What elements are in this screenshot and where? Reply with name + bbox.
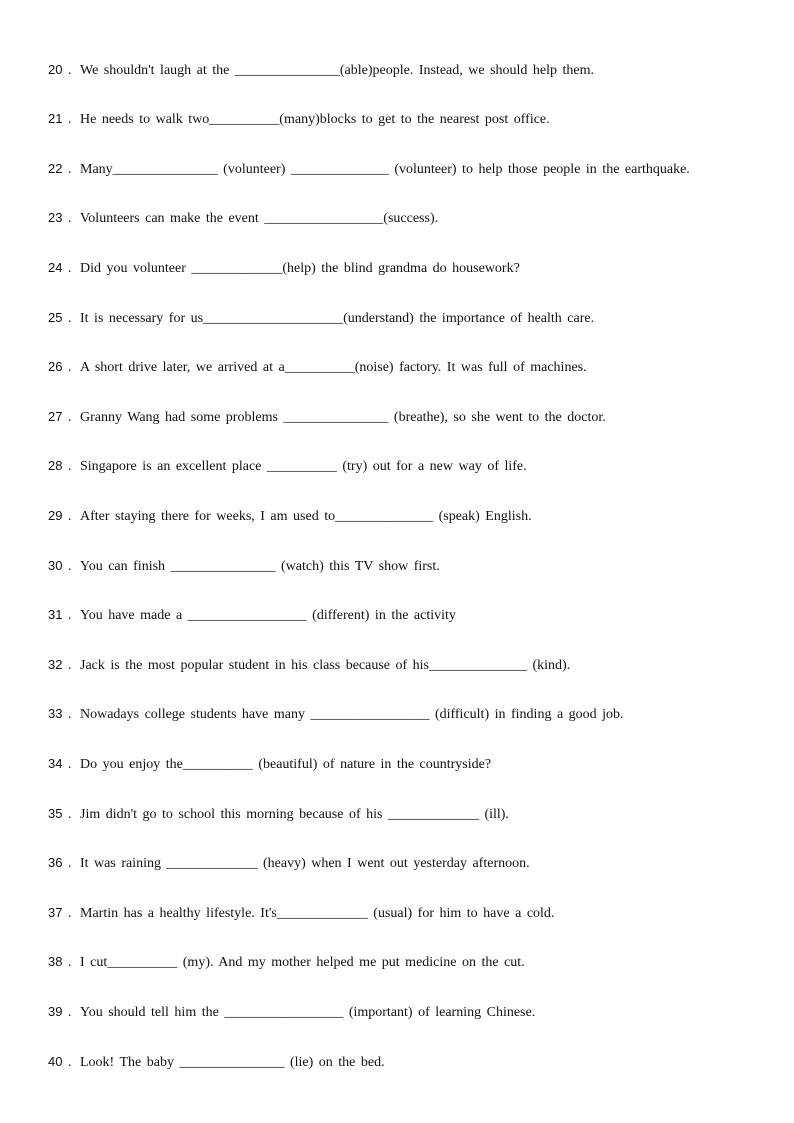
question-text: A short drive later, we arrived at a__________(noise) factory. It was full of machines. bbox=[80, 360, 587, 375]
question-number: 20 bbox=[48, 62, 63, 77]
question-text: Singapore is an excellent place __________ (try) out for a new way of life. bbox=[80, 459, 527, 474]
question-number: 37 bbox=[48, 905, 63, 920]
question-20: 20 . We shouldn't laugh at the _______________(able)people. Instead, we should help them. bbox=[48, 59, 774, 81]
question-28: 28 . Singapore is an excellent place __________ (try) out for a new way of life. bbox=[48, 455, 774, 477]
question-number: 25 bbox=[48, 310, 63, 325]
question-37: 37 . Martin has a healthy lifestyle. It's_____________ (usual) for him to have a cold. bbox=[48, 902, 774, 924]
question-number: 40 bbox=[48, 1054, 63, 1069]
question-24: 24 . Did you volunteer _____________(help) the blind grandma do housework? bbox=[48, 257, 774, 279]
question-text: You can finish _______________ (watch) this TV show first. bbox=[80, 559, 440, 574]
question-25: 25 . It is necessary for us____________________(understand) the importance of health care. bbox=[48, 307, 774, 329]
question-number: 38 bbox=[48, 954, 63, 969]
question-26: 26 . A short drive later, we arrived at a__________(noise) factory. It was full of machines. bbox=[48, 356, 774, 378]
question-32: 32 . Jack is the most popular student in his class because of his______________ (kind). bbox=[48, 654, 774, 676]
question-number: 36 bbox=[48, 855, 63, 870]
question-number: 29 bbox=[48, 508, 63, 523]
question-31: 31 . You have made a _________________ (different) in the activity bbox=[48, 604, 774, 626]
question-21: 21 . He needs to walk two__________(many)blocks to get to the nearest post office. bbox=[48, 108, 774, 130]
question-text: Jack is the most popular student in his class because of his______________ (kind). bbox=[80, 658, 571, 673]
question-number: 35 bbox=[48, 806, 63, 821]
question-text: He needs to walk two__________(many)blocks to get to the nearest post office. bbox=[80, 112, 550, 127]
question-number: 28 bbox=[48, 458, 63, 473]
question-23: 23 . Volunteers can make the event _________________(success). bbox=[48, 207, 774, 229]
question-40: 40 . Look! The baby _______________ (lie) on the bed. bbox=[48, 1051, 774, 1073]
question-27: 27 . Granny Wang had some problems _______________ (breathe), so she went to the doctor. bbox=[48, 406, 774, 428]
question-text: You should tell him the _________________ (important) of learning Chinese. bbox=[80, 1005, 536, 1020]
question-text: You have made a _________________ (different) in the activity bbox=[80, 608, 456, 623]
question-number: 23 bbox=[48, 210, 63, 225]
question-22: 22 . Many_______________ (volunteer) ______________ (volunteer) to help those people in the earthquake. bbox=[48, 158, 774, 180]
question-number: 27 bbox=[48, 409, 63, 424]
question-30: 30 . You can finish _______________ (watch) this TV show first. bbox=[48, 555, 774, 577]
question-35: 35 . Jim didn't go to school this morning because of his _____________ (ill). bbox=[48, 803, 774, 825]
question-text: Many_______________ (volunteer) ______________ (volunteer) to help those people in the earthquake. bbox=[80, 162, 690, 177]
question-number: 34 bbox=[48, 756, 63, 771]
question-number: 26 bbox=[48, 359, 63, 374]
question-text: Do you enjoy the__________ (beautiful) of nature in the countryside? bbox=[80, 757, 492, 772]
question-text: After staying there for weeks, I am used to______________ (speak) English. bbox=[80, 509, 532, 524]
question-29: 29 . After staying there for weeks, I am used to______________ (speak) English. bbox=[48, 505, 774, 527]
question-number: 22 bbox=[48, 161, 63, 176]
question-text: It is necessary for us____________________(understand) the importance of health care. bbox=[80, 311, 595, 326]
question-number: 21 bbox=[48, 111, 63, 126]
question-36: 36 . It was raining _____________ (heavy) when I went out yesterday afternoon. bbox=[48, 852, 774, 874]
question-number: 39 bbox=[48, 1004, 63, 1019]
question-text: It was raining _____________ (heavy) when I went out yesterday afternoon. bbox=[80, 856, 530, 871]
question-text: Nowadays college students have many _________________ (difficult) in finding a good job. bbox=[80, 707, 624, 722]
question-33: 33 . Nowadays college students have many _________________ (difficult) in finding a good job. bbox=[48, 703, 774, 725]
question-text: Granny Wang had some problems _______________ (breathe), so she went to the doctor. bbox=[80, 410, 606, 425]
question-text: We shouldn't laugh at the _______________(able)people. Instead, we should help them. bbox=[80, 63, 595, 78]
question-text: I cut__________ (my). And my mother helped me put medicine on the cut. bbox=[80, 955, 525, 970]
question-text: Jim didn't go to school this morning because of his _____________ (ill). bbox=[80, 807, 509, 822]
question-number: 32 bbox=[48, 657, 63, 672]
question-number: 31 bbox=[48, 607, 63, 622]
question-number: 33 bbox=[48, 706, 63, 721]
question-number: 24 bbox=[48, 260, 63, 275]
question-text: Martin has a healthy lifestyle. It's_____________ (usual) for him to have a cold. bbox=[80, 906, 555, 921]
question-text: Did you volunteer _____________(help) the blind grandma do housework? bbox=[80, 261, 520, 276]
question-38: 38 . I cut__________ (my). And my mother helped me put medicine on the cut. bbox=[48, 951, 774, 973]
question-text: Look! The baby _______________ (lie) on the bed. bbox=[80, 1055, 385, 1070]
question-39: 39 . You should tell him the _________________ (important) of learning Chinese. bbox=[48, 1001, 774, 1023]
question-34: 34 . Do you enjoy the__________ (beautiful) of nature in the countryside? bbox=[48, 753, 774, 775]
question-number: 30 bbox=[48, 558, 63, 573]
question-text: Volunteers can make the event _________________(success). bbox=[80, 211, 439, 226]
